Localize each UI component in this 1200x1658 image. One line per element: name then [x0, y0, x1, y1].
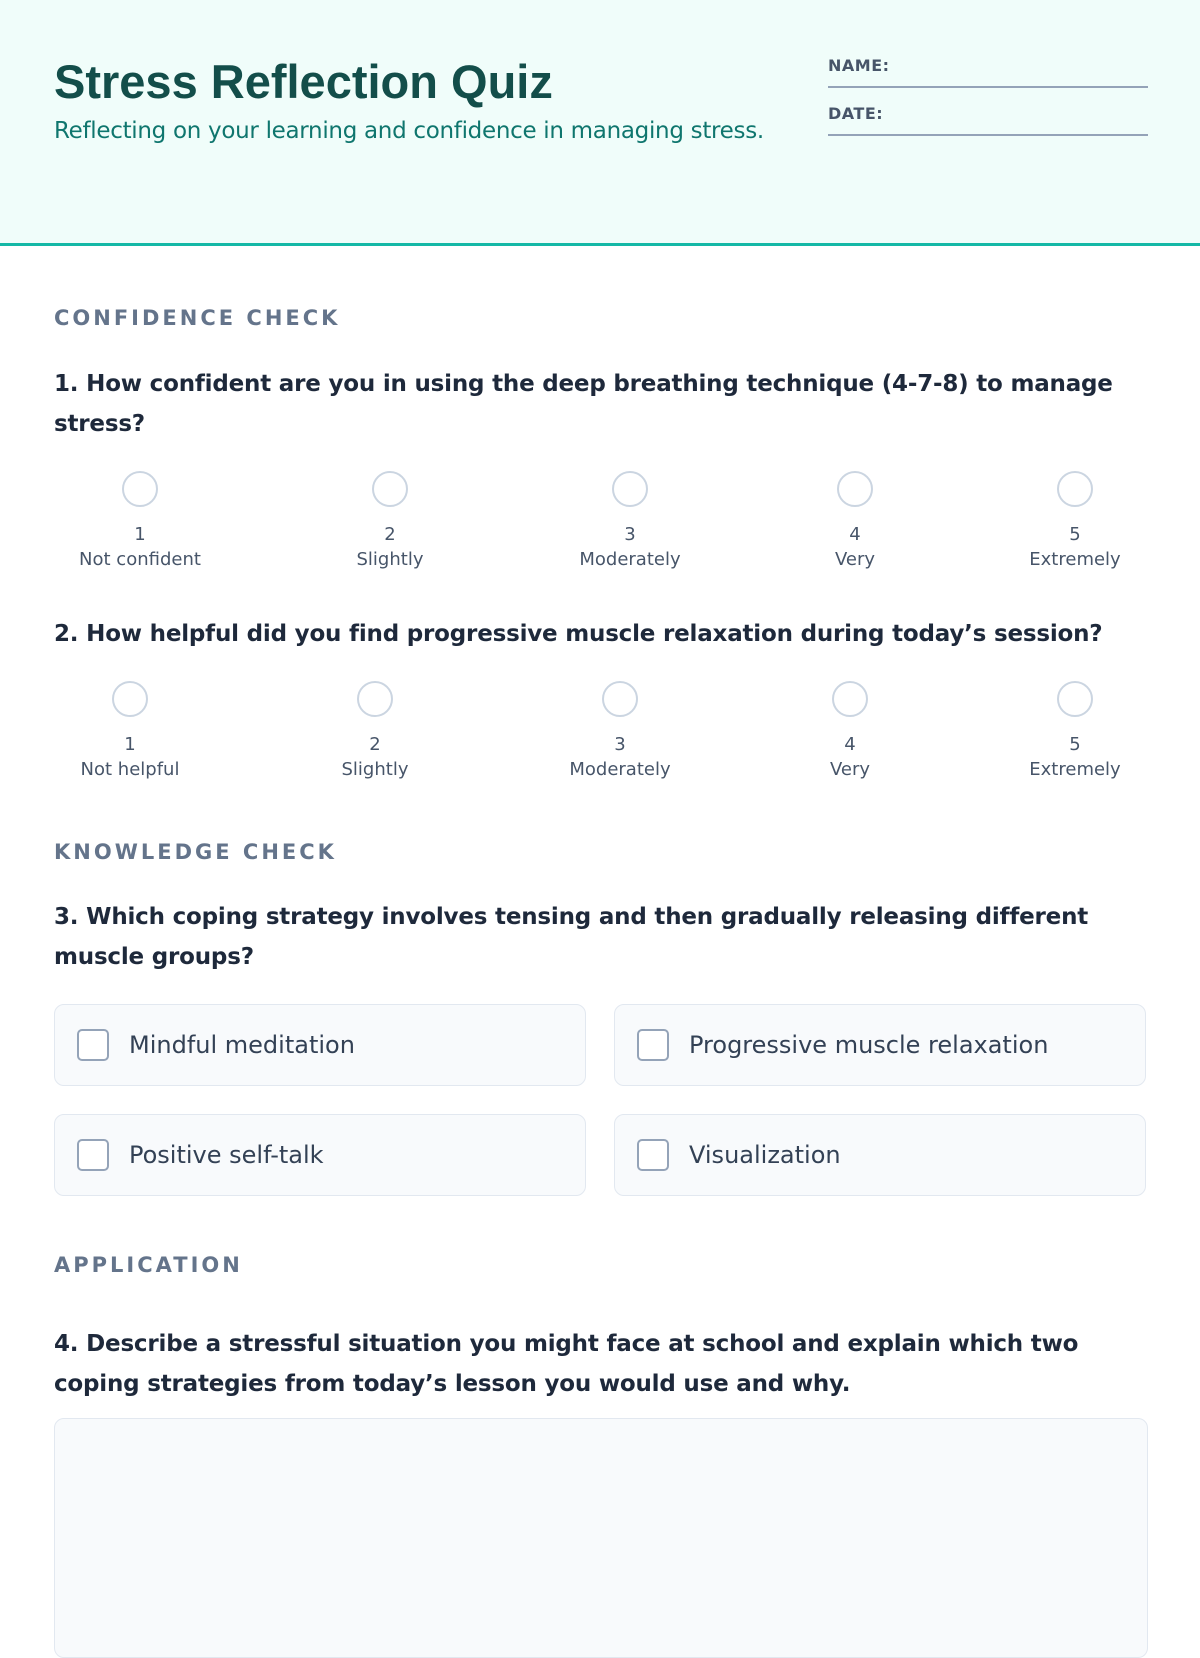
- question-1-scale: [0, 471, 1200, 581]
- q1-option-2-number: 2: [384, 524, 396, 545]
- q1-option-1-label: Not confident: [79, 549, 201, 570]
- q1-radio-4[interactable]: [837, 471, 873, 507]
- q2-option-2-label: Slightly: [341, 759, 409, 780]
- q1-option-5-number: 5: [1069, 524, 1081, 545]
- q1-option-2[interactable]: [300, 471, 480, 573]
- section-heading-application: APPLICATION: [54, 1253, 243, 1277]
- question-2-text: 2. How helpful did you find progressive muscle relaxation during today’s session?: [54, 621, 1103, 647]
- q2-radio-3[interactable]: [602, 681, 638, 717]
- q1-option-4[interactable]: [765, 471, 945, 573]
- q1-option-3[interactable]: [540, 471, 720, 573]
- question-1-text: 1. How confident are you in using the deep breathing technique (4-7-8) to manage stress?: [54, 371, 1113, 437]
- q2-option-4-number: 4: [844, 734, 856, 755]
- date-field[interactable]: [828, 104, 1148, 136]
- q1-radio-2[interactable]: [372, 471, 408, 507]
- q2-option-1-number: 1: [124, 734, 136, 755]
- q3-option-positive-self-talk[interactable]: [54, 1114, 586, 1196]
- q3-checkbox-4[interactable]: [637, 1139, 669, 1171]
- q3-option-mindful-meditation[interactable]: [54, 1004, 586, 1086]
- q2-option-3-label: Moderately: [569, 759, 671, 780]
- q1-radio-1[interactable]: [122, 471, 158, 507]
- q1-radio-5[interactable]: [1057, 471, 1093, 507]
- q1-option-2-label: Slightly: [356, 549, 424, 570]
- q1-option-4-label: Very: [834, 549, 876, 570]
- question-2-scale: [0, 681, 1200, 791]
- q2-radio-4[interactable]: [832, 681, 868, 717]
- q2-option-5-number: 5: [1069, 734, 1081, 755]
- q2-option-3-number: 3: [614, 734, 626, 755]
- q3-option-progressive-muscle-relaxation[interactable]: [614, 1004, 1146, 1086]
- q1-option-3-number: 3: [624, 524, 636, 545]
- quiz-header: [0, 0, 1200, 246]
- q2-option-2[interactable]: [285, 681, 465, 783]
- q1-option-3-label: Moderately: [579, 549, 681, 570]
- name-label: NAME:: [828, 56, 890, 75]
- q2-option-1[interactable]: [40, 681, 220, 783]
- q3-checkbox-1[interactable]: [77, 1029, 109, 1061]
- q3-option-visualization[interactable]: [614, 1114, 1146, 1196]
- section-heading-knowledge: KNOWLEDGE CHECK: [54, 840, 337, 864]
- q3-option-2-label: Progressive muscle relaxation: [689, 1031, 1049, 1059]
- q1-option-1[interactable]: [50, 471, 230, 573]
- date-label: DATE:: [828, 104, 884, 123]
- q2-option-5[interactable]: [985, 681, 1165, 783]
- q1-option-4-number: 4: [849, 524, 861, 545]
- question-4-text: 4. Describe a stressful situation you might face at school and explain which two coping strategies from today’s lesson you would use and why.: [54, 1331, 1079, 1397]
- page-subtitle: Reflecting on your learning and confidence in managing stress.: [54, 118, 764, 144]
- name-field[interactable]: [828, 56, 1148, 88]
- q2-option-4[interactable]: [760, 681, 940, 783]
- q2-option-3[interactable]: [530, 681, 710, 783]
- q2-radio-5[interactable]: [1057, 681, 1093, 717]
- q2-radio-1[interactable]: [112, 681, 148, 717]
- q2-option-4-label: Very: [829, 759, 871, 780]
- q1-option-1-number: 1: [134, 524, 146, 545]
- section-heading-confidence: CONFIDENCE CHECK: [54, 306, 341, 330]
- q3-checkbox-3[interactable]: [77, 1139, 109, 1171]
- q4-answer-textarea[interactable]: [54, 1418, 1148, 1658]
- q2-option-2-number: 2: [369, 734, 381, 755]
- q2-radio-2[interactable]: [357, 681, 393, 717]
- page-title: Stress Reflection Quiz: [54, 55, 553, 108]
- q1-option-5[interactable]: [985, 471, 1165, 573]
- q2-option-5-label: Extremely: [1029, 759, 1121, 780]
- q3-option-3-label: Positive self-talk: [129, 1141, 324, 1169]
- q3-option-4-label: Visualization: [689, 1141, 841, 1169]
- q3-option-1-label: Mindful meditation: [129, 1031, 355, 1059]
- q1-option-5-label: Extremely: [1029, 549, 1121, 570]
- q2-option-1-label: Not helpful: [80, 759, 180, 780]
- question-3-text: 3. Which coping strategy involves tensing and then gradually releasing different muscle groups?: [54, 904, 1089, 970]
- q3-checkbox-2[interactable]: [637, 1029, 669, 1061]
- q1-radio-3[interactable]: [612, 471, 648, 507]
